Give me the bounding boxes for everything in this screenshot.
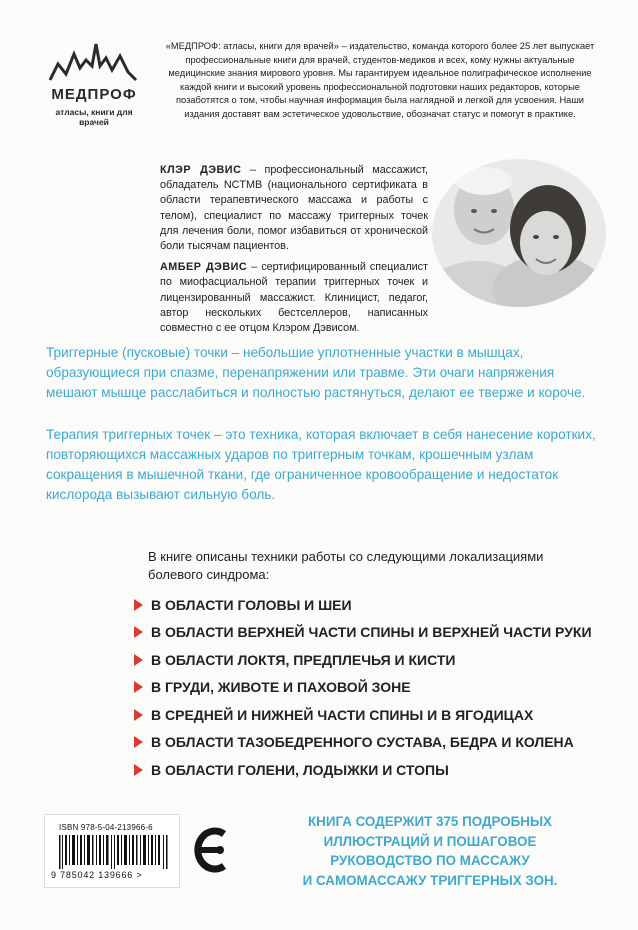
logo-subtitle: атласы, книги для врачей <box>55 107 133 127</box>
list-item: В ОБЛАСТИ ГОЛОВЫ И ШЕИ <box>134 593 592 616</box>
list-item: В ОБЛАСТИ ВЕРХНЕЙ ЧАСТИ СПИНЫ И ВЕРХНЕЙ ЧАСТИ РУКИ <box>134 621 592 644</box>
eksmo-e-icon <box>190 826 230 874</box>
isbn-label: ISBN 978-5-04-213966-6 <box>59 823 153 832</box>
description-paragraph-1: Триггерные (пусковые) точки – небольшие уплотненные участки в мышцах, образующиеся при спазме, перенапряжении или травме. Эти очаги напряжения мешают мышце расслабиться и полностью растянуться, делают ее тверже и короче. <box>46 345 586 400</box>
book-features-callout <box>240 812 620 890</box>
callout-line: И САМОМАССАЖУ ТРИГГЕРНЫХ ЗОН. <box>302 872 558 888</box>
authors-section <box>160 163 428 342</box>
triangle-bullet-icon <box>134 599 143 611</box>
list-intro: В книге описаны техники работы со следующими локализациями болевого синдрома: <box>148 549 544 582</box>
list-item: В ОБЛАСТИ ТАЗОБЕДРЕННОГО СУСТАВА, БЕДРА И КОЛЕНА <box>134 731 592 754</box>
medprof-logo <box>44 40 144 127</box>
callout-line: ИЛЛЮСТРАЦИЙ И ПОШАГОВОЕ <box>323 833 537 849</box>
localization-list <box>134 593 592 786</box>
eksmo-logo <box>190 826 230 879</box>
barcode-digits: 9 785042 139666 > <box>51 870 143 880</box>
author-entry <box>160 163 428 254</box>
triangle-bullet-icon <box>134 654 143 666</box>
list-item: В ОБЛАСТИ ГОЛЕНИ, ЛОДЫЖКИ И СТОПЫ <box>134 759 592 782</box>
list-item: В СРЕДНЕЙ И НИЖНЕЙ ЧАСТИ СПИНЫ И В ЯГОДИЦАХ <box>134 703 592 726</box>
list-item: В ОБЛАСТИ ЛОКТЯ, ПРЕДПЛЕЧЬЯ И КИСТИ <box>134 648 592 671</box>
list-item: В ГРУДИ, ЖИВОТЕ И ПАХОВОЙ ЗОНЕ <box>134 676 592 699</box>
publisher-description: «МЕДПРОФ: атласы, книги для врачей» – издательство, команда которого более 25 лет выпускает профессиональные книги для врачей, студентов-медиков и всех, кому нужны актуальные медицинские знания мирового уровня. Мы гарантируем идеальное полиграфическое исполнение каждой книги и высокий уровень профессиональной подготовки наших редакторов, которые позаботятся о том, чтобы научная информация была наглядной и легкой для усвоения. Наши издания доставят вам эстетическое удовольствие, обозначат статус и помогут в практике. <box>165 41 595 119</box>
author-name: КЛЭР ДЭВИС <box>160 164 242 176</box>
triangle-bullet-icon <box>134 681 143 693</box>
logo-name: МЕДПРОФ <box>51 86 137 103</box>
author-bio: – сертифицированный специалист по миофасциальной терапии триггерных точек и лицензированный массажист. Клиницист, педагог, автор нескольких бестселлеров, написанных совместно с ее отцом Клэром Дэвисом. <box>160 261 428 335</box>
city-skyline-icon <box>48 40 140 82</box>
authors-photo <box>432 159 606 307</box>
triangle-bullet-icon <box>134 626 143 638</box>
barcode <box>44 814 180 888</box>
triangle-bullet-icon <box>134 709 143 721</box>
triangle-bullet-icon <box>134 736 143 748</box>
author-entry <box>160 260 428 336</box>
description-paragraph-2: Терапия триггерных точек – это техника, которая включает в себя нанесение коротких, повторяющихся массажных ударов по триггерным точкам, крошечным узлам сокращения в мышечной ткани, где ограниченное кровообращение и недостаток кислорода вызывают сильную боль. <box>46 427 596 502</box>
author-name: АМБЕР ДЭВИС <box>160 261 248 274</box>
barcode-icon <box>59 835 169 869</box>
triangle-bullet-icon <box>134 764 143 776</box>
callout-line: КНИГА СОДЕРЖИТ 375 ПОДРОБНЫХ <box>307 814 552 829</box>
callout-line: РУКОВОДСТВО ПО МАССАЖУ <box>330 853 530 868</box>
author-bio: – профессиональный массажист, обладатель NCTMB (национального сертификата в области терапевтического массажа и работы с телом), специалист по массажу триггерных точек для лечения боли, помог избавиться от хронической боли тысячам пациентов. <box>160 164 429 253</box>
